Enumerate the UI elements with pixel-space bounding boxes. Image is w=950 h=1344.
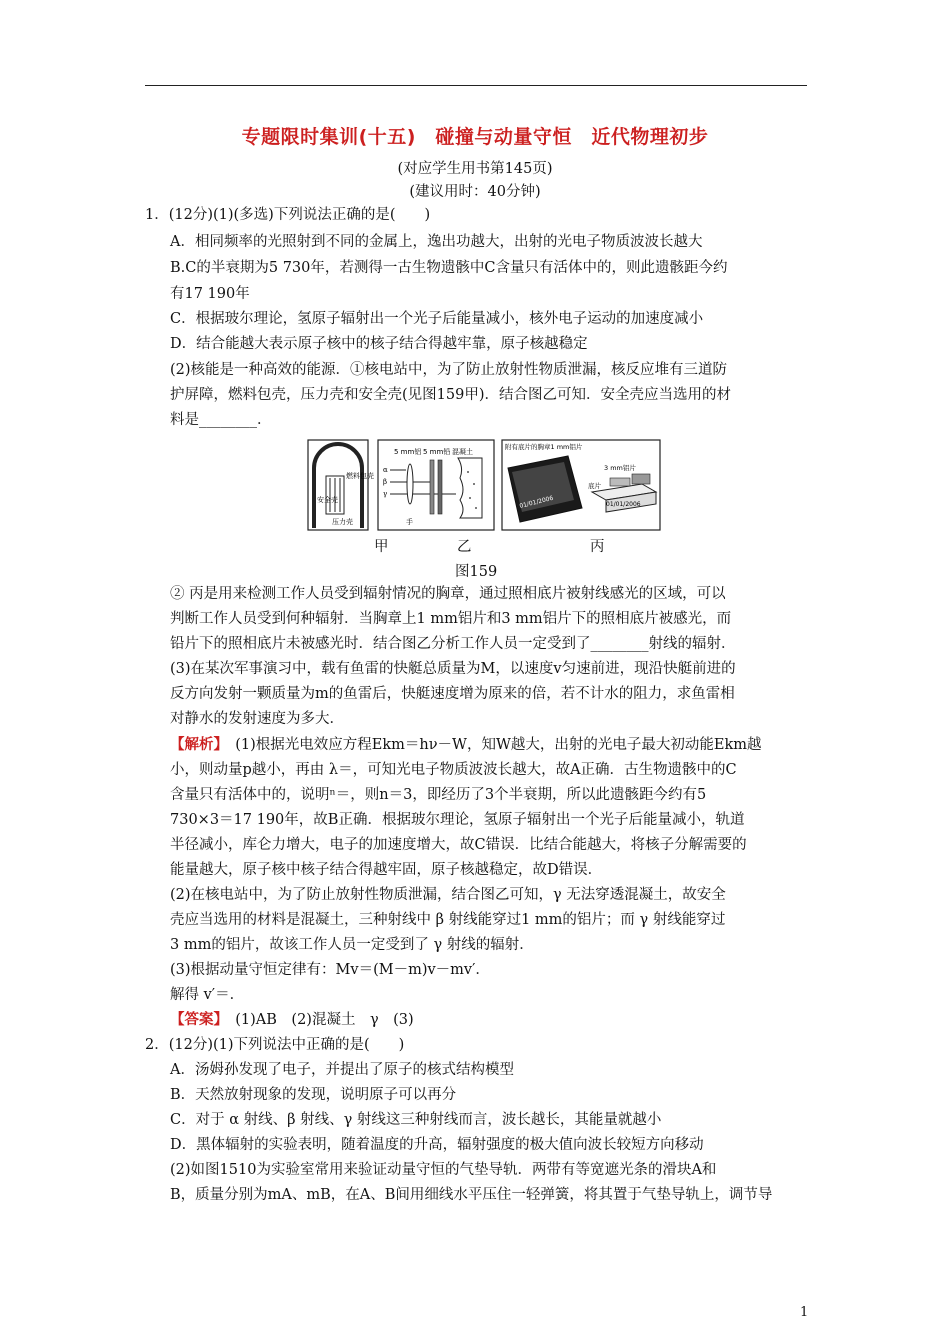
answer-tag: 【答案】 — [170, 1012, 221, 1028]
figure-bing-badge — [502, 440, 660, 530]
label-shou: 手 — [406, 518, 413, 526]
q2-option-a: A．汤姆孙发现了电子，并提出了原子的核式结构模型 — [170, 1062, 514, 1078]
q1-part2-line2: 护屏障，燃料包壳，压力壳和安全壳(见图159甲)．结合图乙可知．安全壳应当选用的材 — [170, 387, 731, 403]
label-ranliao: 燃料包壳 — [346, 472, 374, 480]
label-yalike: 压力壳 — [332, 518, 353, 526]
q1-part2-line1: (2)核能是一种高效的能源．①核电站中，为了防止放射性物质泄漏，核反应堆有三道防 — [170, 362, 728, 378]
label-date-left: 01/01/2006 — [518, 494, 555, 510]
subtitle-book-page: (对应学生用书第145页) — [397, 161, 553, 177]
q1-analysis-line6: 能量越大，原子核中核子结合得越牢固，原子核越稳定，故D错误． — [170, 862, 603, 878]
q1-part3-line2: 反方向发射一颗质量为m的鱼雷后，快艇速度增为原来的倍，若不计水的阻力，求鱼雷相 — [170, 686, 735, 702]
q1-analysis-line10: (3)根据动量守恒定律有：Mv＝(M－m)v－mv′． — [170, 962, 490, 978]
label-date-right: 01/01/2006 — [606, 501, 641, 508]
figure-label-yi: 乙 — [457, 539, 472, 555]
q1-part3-line3: 对静水的发射速度为多大． — [170, 711, 344, 727]
q1-part3-line1: (3)在某次军事演习中，载有鱼雷的快艇总质量为M，以速度v匀速前进，现沿快艇前进的 — [170, 661, 736, 677]
page-number: 1 — [800, 1305, 809, 1320]
label-anquan: 安全壳 — [317, 496, 338, 504]
header-rule — [145, 85, 807, 86]
figure-159 — [306, 438, 662, 532]
figure-yi-penetration — [378, 440, 494, 530]
figure-jia-reactor — [308, 440, 374, 530]
q1-part2-line3: 料是________． — [170, 412, 272, 428]
q1-option-a: A．相同频率的光照射到不同的金属上，逸出功越大，出射的光电子物质波波长越大 — [170, 234, 703, 250]
q1-analysis-line8: 壳应当选用的材料是混凝土，三种射线中 β 射线能穿过1 mm的铝片；而 γ 射线能穿过 — [170, 912, 726, 928]
q1-analysis-line11: 解得 v′＝． — [170, 987, 245, 1003]
label-hunningtu: 混凝土 — [452, 448, 473, 456]
q1-analysis-line7: (2)在核电站中，为了防止放射性物质泄漏，结合图乙可知，γ 无法穿透混凝土，故安全 — [170, 887, 726, 903]
label-beta: β — [383, 478, 388, 486]
q2-option-b: B．天然放射现象的发现，说明原子可以再分 — [170, 1087, 457, 1103]
q1-option-b-line2: 有17 190年 — [170, 286, 250, 302]
label-alpha: α — [383, 466, 388, 474]
q1-analysis-line3: 含量只有活体中的，说明ⁿ＝，则n＝3，即经历了3个半衰期，所以此遗骸距今约有5 — [170, 787, 707, 803]
label-gamma: γ — [383, 490, 388, 498]
q1-analysis-line4: 730×3＝17 190年，故B正确．根据玻尔理论，氢原子辐射出一个光子后能量减小，轨道 — [170, 812, 745, 828]
q1-part2b-line1: ② 丙是用来检测工作人员受到辐射情况的胸章，通过照相底片被射线感光的区域，可以 — [170, 586, 726, 602]
figure-label-jia: 甲 — [374, 539, 389, 555]
label-dipian: 底片 — [588, 482, 601, 490]
label-al5b: 5 mm铅 — [423, 448, 451, 456]
q1-part2b-line3: 铅片下的照相底片未被感光时．结合图乙分析工作人员一定受到了________射线的辐射． — [170, 636, 736, 652]
q2-option-c: C．对于 α 射线、β 射线、γ 射线这三种射线而言，波长越长，其能量就越小 — [170, 1112, 662, 1128]
q1-stem: 1．(12分)(1)(多选)下列说法正确的是( ) — [145, 207, 431, 223]
q1-part2b-line2: 判断工作人员受到何种辐射．当胸章上1 mm铝片和3 mm铝片下的照相底片被感光，而 — [170, 611, 732, 627]
q1-analysis-line1: 【解析】 (1)根据光电效应方程Ekm＝hν－W，知W越大，出射的光电子最大初动能Ekm越 — [170, 737, 762, 753]
q2-part2-line2: B，质量分别为mA、mB，在A、B间用细线水平压住一轻弹簧，将其置于气垫导轨上，调节导 — [170, 1187, 773, 1203]
q2-option-d: D．黑体辐射的实验表明，随着温度的升高，辐射强度的极大值向波长较短方向移动 — [170, 1137, 704, 1153]
q1-option-d: D．结合能越大表示原子核中的核子结合得越牢靠，原子核越稳定 — [170, 336, 588, 352]
label-al3: 3 mm铝片 — [604, 464, 636, 472]
q1-option-c: C．根据玻尔理论，氢原子辐射出一个光子后能量减小，核外电子运动的加速度减小 — [170, 311, 704, 327]
page-title: 专题限时集训(十五) 碰撞与动量守恒 近代物理初步 — [241, 126, 709, 148]
q1-option-b-line1: B.C的半衰期为5 730年，若测得一古生物遗骸中C含量只有活体中的，则此遗骸距今约 — [170, 260, 728, 276]
subtitle-time: (建议用时：40分钟) — [409, 184, 541, 200]
q1-analysis-line2: 小，则动量p越小，再由 λ＝，可知光电子物质波波长越大，故A正确．古生物遗骸中的C — [170, 762, 737, 778]
analysis-tag: 【解析】 — [170, 737, 221, 753]
label-al5a: 5 mm铝 — [394, 448, 422, 456]
q2-part2-line1: (2)如图1510为实验室常用来验证动量守恒的气垫导轨．两带有等宽遮光条的滑块A和 — [170, 1162, 717, 1178]
figure-label-bing: 丙 — [590, 539, 605, 555]
q2-stem: 2．(12分)(1)下列说法中正确的是( ) — [145, 1037, 405, 1053]
q1-analysis-line5: 半径减小，库仑力增大，电子的加速度增大，故C错误．比结合能越大，将核子分解需要的 — [170, 837, 747, 853]
label-badge: 附有底片的胸章1 mm铝片 — [505, 443, 583, 451]
figure-caption: 图159 — [455, 564, 498, 580]
q1-answer: 【答案】 (1)AB (2)混凝土 γ (3) — [170, 1012, 414, 1028]
q1-analysis-line9: 3 mm的铝片，故该工作人员一定受到了 γ 射线的辐射． — [170, 937, 534, 953]
